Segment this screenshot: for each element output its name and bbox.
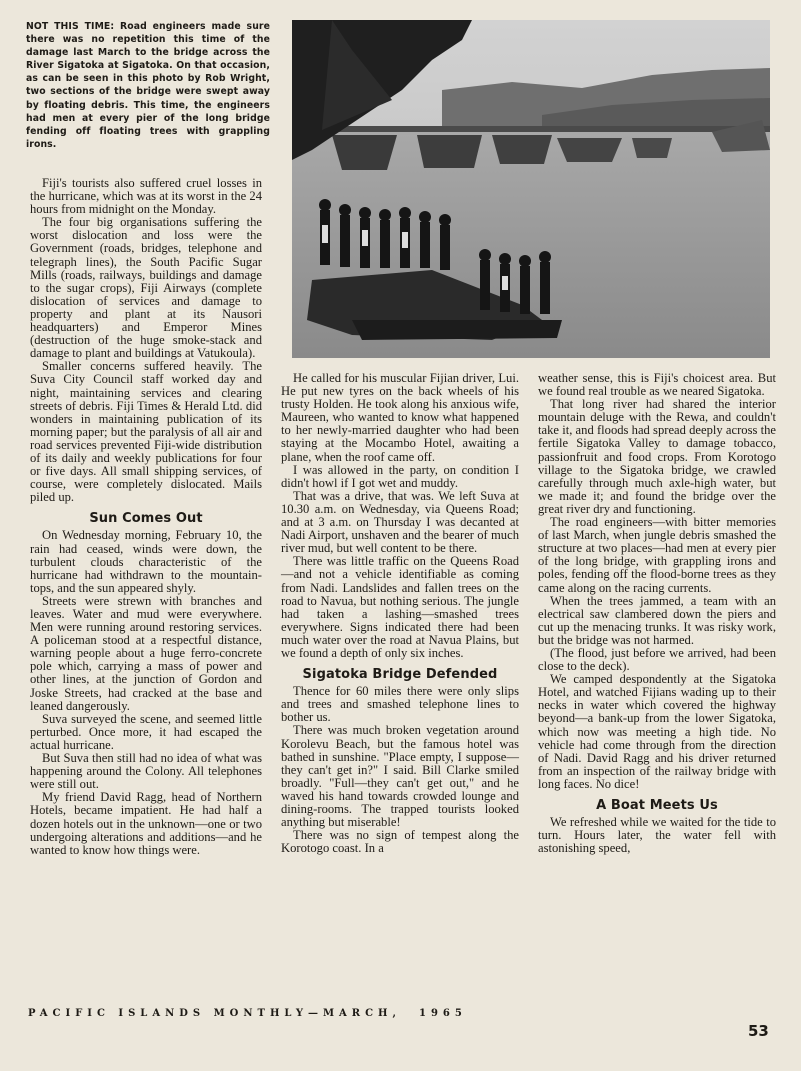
- paragraph: We refreshed while we waited for the tide to turn. Hours later, the water fell with astonishing speed,: [538, 815, 776, 856]
- paragraph: On Wednesday morning, February 10, the rain had ceased, winds were down, the turbulent clouds characteristic of the hurricane had withdrawn to the mountain-tops, and the sun appeared shyly.: [30, 528, 262, 595]
- paragraph: Thence for 60 miles there were only slips and trees and smashed telephone lines to bother us.: [281, 684, 519, 725]
- paragraph: That long river had shared the interior mountain deluge with the Rewa, and couldn't take it, and floods had spread deeply across the fertile Sigatoka Valley to damage tobacco, passionfruit and food crops. From Korotogo village to the Sigatoka bridge, we crawled carefully through much axle-high water, but we made it; and found the bridge over the great river dry and functioning.: [538, 397, 776, 516]
- publication-year: 1965: [418, 1008, 467, 1019]
- paragraph: That was a drive, that was. We left Suva at 10.30 a.m. on Wednesday, via Queens Road; and at 3 a.m. on Thursday I was decanted at Nadi Airport, unshaven and the bearer of much river mud, but well content to be there.: [281, 488, 519, 556]
- paragraph: The road engineers—with bitter memories of last March, when jungle debris smashed the structure at two places—had men at every pier of the long bridge, with grappling irons and poles, fending off the flood-borne trees as they came along on the racing currents.: [538, 515, 776, 595]
- paragraph: He called for his muscular Fijian driver, Lui. He put new tyres on the back wheels of his trusty Holden. He took along his anxious wife, Maureen, who wanted to know what happened to her newly-married daughter who had been staying at the Mocambo Hotel, awaiting a plane, when the roof came off.: [281, 371, 519, 464]
- running-footer: [28, 1008, 528, 1019]
- paragraph: Smaller concerns suffered heavily. The Suva City Council staff worked day and night, maintaining services and clearing streets of debris. Fiji Times & Herald Ltd. did wonders in maintaining publication of its morning paper; but the paralysis of all air and road services prevented Fiji-wide distribution of its daily and weekly publications for four or five days. All small shipping services, of course, were completely dislocated. Mails piled up.: [30, 359, 262, 505]
- paragraph: weather sense, this is Fiji's choicest area. But we found real trouble as we neared Sigatoka.: [538, 371, 776, 399]
- paragraph: We camped despondently at the Sigatoka Hotel, and watched Fijians wading up to their necks in water which covered the highway beyond—a bank-up from the lower Sigatoka, which now was meeting a high tide. No vehicle had come through from the direction of Nadi. David Ragg and his driver returned from an inspection of the railway bridge with long faces. No dice!: [538, 672, 776, 791]
- column-1: [30, 177, 262, 857]
- paragraph: But Suva then still had no idea of what was happening around the Colony. All telephones were still out.: [30, 751, 262, 792]
- paragraph: Streets were strewn with branches and leaves. Water and mud were everywhere. Men were running around restoring services. A policeman stood at a respectful distance, warning people about a huge ferro-concrete pole which, carrying a mass of power and other lines, at the junction of Gordon and Joske Streets, had cracked at the base and leaned dangerously.: [30, 593, 262, 713]
- section-heading: Sigatoka Bridge Defended: [302, 667, 498, 683]
- column-2: [281, 372, 519, 855]
- flooded-bridge-illustration: [292, 20, 770, 358]
- paragraph: There was little traffic on the Queens Road—and not a vehicle identifiable as coming from Nadi. Landslides and fallen trees on the road to Navua, but nothing serious. The jungle had taken a lashing—smashed trees everywhere. Signs indicated there had been much water over the road at Navua Plains, but we found a depth of only six inches.: [281, 554, 519, 660]
- publication-name: PACIFIC ISLANDS MONTHLY—MARCH,: [28, 1008, 401, 1019]
- paragraph: The four big organisations suffering the worst dislocation and loss were the Government (roads, bridges, telephone and telegraph lines), the South Pacific Sugar Mills (roads, railways, buildings and damage to the sugar crops), Fiji Airways (complete dislocation of services and damage to property and plant at its Nausori headquarters) and Emperor Mines (destruction of the huge smoke-stack and damage to plant and buildings at Vatukoula).: [30, 215, 262, 361]
- paragraph: My friend David Ragg, head of Northern Hotels, became impatient. He had half a dozen hotels out in the unknown—one or two undergoing alterations and additions—and he wanted to know how things were.: [30, 790, 262, 857]
- column-3: [538, 372, 776, 855]
- section-heading: A Boat Meets Us: [596, 798, 718, 813]
- paragraph: There was much broken vegetation around Korolevu Beach, but the famous hotel was bathed in sunshine. "Place empty, I suppose—they can't get in?" I said. Bill Clarke smiled broadly. "Full—they can't get out," and he waved his hand towards crowded lounge and dining-rooms. The trapped tourists looked anything but miserable!: [281, 723, 519, 830]
- paragraph: When the trees jammed, a team with an electrical saw clambered down the piers and cut up the menacing trunks. It was risky work, but the bridge was not harmed.: [538, 593, 776, 647]
- section-heading: Sun Comes Out: [89, 511, 203, 527]
- paragraph: There was no sign of tempest along the Korotogo coast. In a: [281, 828, 519, 856]
- photo-caption: NOT THIS TIME: Road engineers made sure there was no repetition this time of the damage last March to the bridge across the River Sigatoka at Sigatoka. On that occasion, as can be seen in this photo by Rob Wright, two sections of the bridge were swept away by floating debris. This time, the engineers had men at every pier of the long bridge fending off floating trees with grappling irons.: [26, 21, 270, 150]
- paragraph: (The flood, just before we arrived, had been close to the deck).: [538, 645, 776, 674]
- paragraph: I was allowed in the party, on condition I didn't howl if I got wet and muddy.: [281, 462, 519, 490]
- page-number: 53: [748, 1022, 769, 1040]
- paragraph: Fiji's tourists also suffered cruel losses in the hurricane, which was at its worst in the 24 hours from midnight on the Monday.: [30, 176, 262, 217]
- bridge-photo: [292, 20, 770, 358]
- paragraph: Suva surveyed the scene, and seemed little perturbed. Once more, it had escaped the actual hurricane.: [30, 711, 262, 752]
